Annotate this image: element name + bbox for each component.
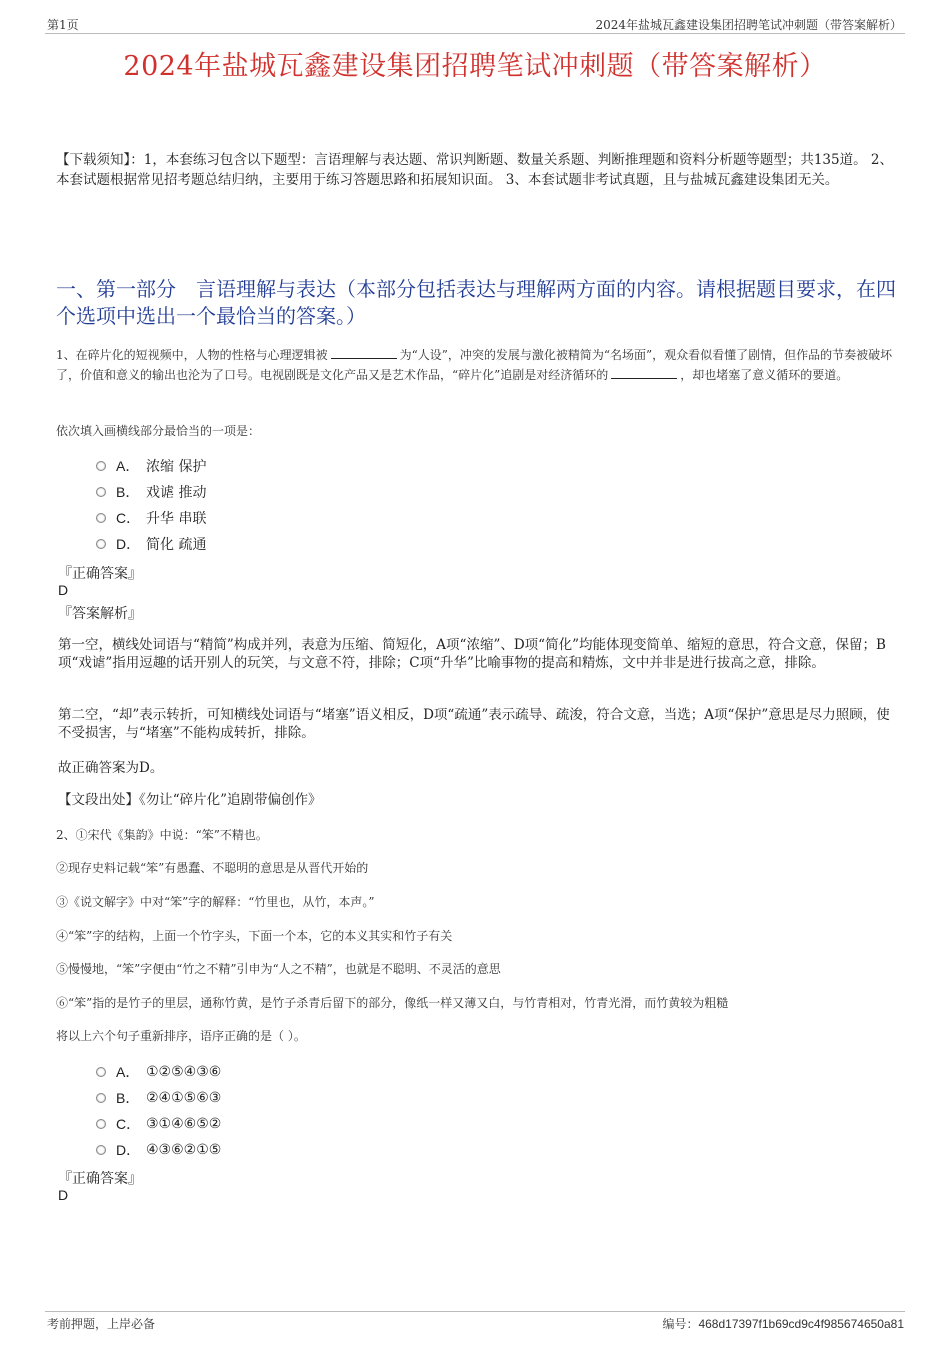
question-2-line-5: ⑤慢慢地，“笨”字便由“竹之不精”引申为“人之不精”，也就是不聪明、不灵活的意思 (56, 962, 501, 976)
source-citation: 【文段出处】《勿让“碎片化”追剧带偏创作》 (58, 792, 322, 808)
running-header-title: 2024年盐城瓦鑫建设集团招聘笔试冲刺题（带答案解析） (595, 18, 902, 32)
question-1-options (96, 453, 206, 557)
option-b[interactable]: B． ②④①⑤⑥③ (96, 1085, 221, 1111)
option-c[interactable]: C． ③①④⑥⑤② (96, 1111, 221, 1137)
page-number: 第1页 (47, 18, 79, 32)
question-2-prompt: 将以上六个句子重新排序，语序正确的是（ ）。 (56, 1029, 306, 1043)
download-notice: 【下载须知】：1，本套练习包含以下题型：言语理解与表达题、常识判断题、数量关系题、判断推理题和资料分析题等题型；共135道。 2、本套试题根据常见招考题总结归纳，主要用于练习答题思路和拓展知识面。 3、本套试题非考试真题，且与盐城瓦鑫建设集团无关。 (56, 152, 893, 188)
question-2-line-1: 2、①宋代《集韵》中说：“笨”不精也。 (56, 828, 268, 842)
radio-icon[interactable] (96, 487, 106, 497)
question-2-options (96, 1059, 221, 1163)
footer-divider (45, 1311, 905, 1312)
footer-code-label: 编号： (662, 1317, 699, 1331)
radio-icon[interactable] (96, 1119, 106, 1129)
question-1-text-b: 为“人设”，冲突的发展与激化被精简为“名场面”，观众看似看懂了剧情，但作品的节奏被破坏了，价值和意义的输出也沦为了口号。电视剧既是文化产品又是艺术作品，“碎片化”追剧是对经济循环的 (56, 348, 893, 382)
radio-icon[interactable] (96, 539, 106, 549)
radio-icon[interactable] (96, 513, 106, 523)
question-1-text-a: 1、在碎片化的短视频中，人物的性格与心理逻辑被 (56, 348, 328, 362)
answer-label: 『正确答案』 (58, 1171, 142, 1187)
radio-icon[interactable] (96, 1093, 106, 1103)
radio-icon[interactable] (96, 1067, 106, 1077)
option-b[interactable]: B． 戏谑 推动 (96, 479, 206, 505)
radio-icon[interactable] (96, 461, 106, 471)
question-2-line-6: ⑥“笨”指的是竹子的里层，通称竹黄，是竹子杀青后留下的部分，像纸一样又薄又白，与竹青相对，竹青光滑，而竹黄较为粗糙 (56, 996, 729, 1010)
question-1-text-c: ，却也堵塞了意义循环的要道。 (680, 368, 849, 382)
option-c[interactable]: C． 升华 串联 (96, 505, 206, 531)
document-title: 2024年盐城瓦鑫建设集团招聘笔试冲刺题（带答案解析） (123, 51, 827, 82)
analysis-label: 『答案解析』 (58, 606, 142, 622)
answer-value: D (58, 582, 69, 598)
fill-blank-1 (331, 345, 397, 359)
footer-code (662, 1315, 904, 1332)
fill-blank-2 (611, 365, 677, 379)
analysis-paragraph-2: 第二空，“却”表示转折，可知横线处词语与“堵塞”语义相反，D项“疏通”表示疏导、疏浚，符合文意，当选；A项“保护”意思是尽力照顾，使不受损害，与“堵塞”不能构成转折，排除。 (58, 707, 890, 741)
answer-label: 『正确答案』 (58, 566, 142, 582)
radio-icon[interactable] (96, 1145, 106, 1155)
option-d[interactable]: D． 简化 疏通 (96, 531, 206, 557)
analysis-paragraph-1: 第一空，横线处词语与“精简”构成并列，表意为压缩、简短化，A项“浓缩”、D项“简化”均能体现变简单、缩短的意思，符合文意，保留；B项“戏谑”指用逗趣的话开别人的玩笑，与文意不符，排除；C项“升华”比喻事物的提高和精炼，文中并非是进行拔高之意，排除。 (58, 637, 886, 671)
analysis-conclusion: 故正确答案为D。 (58, 760, 164, 776)
option-a[interactable]: A． 浓缩 保护 (96, 453, 206, 479)
question-1-prompt: 依次填入画横线部分最恰当的一项是： (56, 424, 261, 438)
answer-value: D (58, 1187, 69, 1203)
footer-slogan: 考前押题，上岸必备 (47, 1317, 156, 1331)
section-heading: 一、第一部分 言语理解与表达（本部分包括表达与理解两方面的内容。请根据题目要求，在四个选项中选出一个最恰当的答案。） (56, 277, 896, 328)
question-1-stem (56, 345, 896, 385)
question-2-line-2: ②现存史料记载“笨”有愚蠢、不聪明的意思是从晋代开始的 (56, 861, 369, 875)
footer-code-value: 468d17397f1b69cd9c4f985674650a81 (698, 1317, 904, 1331)
option-a[interactable]: A． ①②⑤④③⑥ (96, 1059, 221, 1085)
question-2-line-3: ③《说文解字》中对“笨”字的解释：“竹里也，从竹，本声。” (56, 895, 375, 909)
header-divider (45, 33, 905, 34)
option-d[interactable]: D． ④③⑥②①⑤ (96, 1137, 221, 1163)
question-2-line-4: ④“笨”字的结构，上面一个竹字头，下面一个本，它的本义其实和竹子有关 (56, 929, 453, 943)
